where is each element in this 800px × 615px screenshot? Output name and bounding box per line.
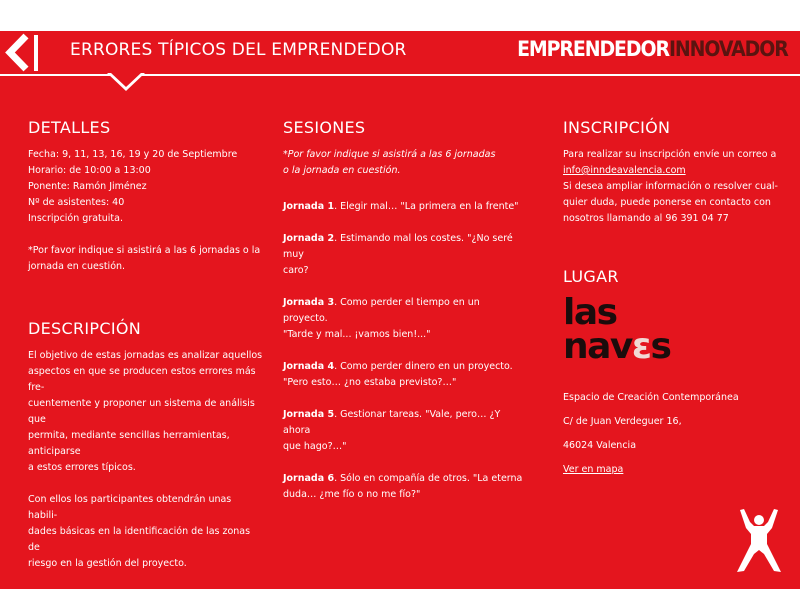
- email-link[interactable]: info@inndeavalencia.com: [563, 165, 686, 176]
- brand-text-part1: EMPRENDEDOR: [517, 37, 670, 61]
- section-title-inscripcion: INSCRIPCIÓN: [563, 118, 671, 137]
- details-line: Nº de asistentes: 40: [28, 197, 125, 208]
- section-title-lugar: LUGAR: [563, 267, 619, 286]
- logo-text: ɛ: [631, 326, 651, 367]
- registration-line: Para realizar su inscripción envíe un correo a: [563, 149, 777, 160]
- description-line: cuentemente y proponer un sistema de análisis que: [28, 398, 255, 425]
- session-item: [283, 231, 523, 279]
- header-notch-inner: [110, 72, 142, 87]
- details-line: Ponente: Ramón Jiménez: [28, 181, 147, 192]
- registration-line: nosotros llamando al 96 391 04 77: [563, 213, 729, 224]
- description-line: permita, mediante sencillas herramientas, anticiparse: [28, 430, 230, 457]
- brand-text-part2: INNOVADOR: [669, 37, 788, 61]
- session-item: [283, 359, 523, 391]
- session-text: "Tarde y mal... ¡vamos bien!...": [283, 329, 431, 340]
- sessions-note: [283, 147, 523, 179]
- jumping-person-icon: [736, 508, 782, 578]
- description-line: Con ellos los participantes obtendrán unas habili-: [28, 494, 232, 521]
- session-label: Jornada 4: [283, 361, 335, 372]
- logo-line-1: las: [563, 292, 617, 333]
- logo-text: nav: [563, 326, 632, 367]
- session-text: . Como perder el tiempo en un proyecto.: [283, 297, 480, 324]
- details-line: Fecha: 9, 11, 13, 16, 19 y 20 de Septiembre: [28, 149, 238, 160]
- column-registration: [563, 118, 778, 482]
- session-text: . Estimando mal los costes. "¿No seré muy: [283, 233, 513, 260]
- session-label: Jornada 2: [283, 233, 335, 244]
- back-button[interactable]: [0, 31, 46, 74]
- session-label: Jornada 5: [283, 409, 335, 420]
- page-title: ERRORES TÍPICOS DEL EMPRENDEDOR: [70, 40, 407, 60]
- registration-line: quier duda, puede ponerse en contacto con: [563, 197, 771, 208]
- address-line: Espacio de Creación Contemporánea: [563, 392, 739, 403]
- logo-text: s: [650, 326, 671, 367]
- details-note: *Por favor indique si asistirá a las 6 jornadas o la: [28, 245, 261, 256]
- description-line: El objetivo de estas jornadas es analizar aquellos: [28, 350, 263, 361]
- session-text: que hago?…": [283, 441, 347, 452]
- session-text: duda… ¿me fío o no me fío?": [283, 489, 421, 500]
- brand-logo[interactable]: [517, 37, 788, 61]
- session-text: caro?: [283, 265, 309, 276]
- sessions-note-line: *Por favor indique si asistirá a las 6 jornadas: [283, 149, 496, 160]
- map-link[interactable]: Ver en mapa: [563, 464, 624, 475]
- logo-line-2: [563, 326, 778, 367]
- session-text: "Pero esto… ¿no estaba previsto?…": [283, 377, 457, 388]
- session-text: . Como perder dinero en un proyecto.: [334, 361, 513, 372]
- address-line: C/ de Juan Verdeguer 16,: [563, 416, 682, 427]
- session-text: . Sólo en compañía de otros. "La eterna: [334, 473, 523, 484]
- column-sessions: [283, 118, 523, 519]
- description-line: riesgo en la gestión del proyecto.: [28, 558, 187, 569]
- session-item: [283, 295, 523, 343]
- registration-line: Si desea ampliar información o resolver cual-: [563, 181, 778, 192]
- description-line: dades básicas en la identificación de las zonas de: [28, 526, 251, 553]
- details-line: Inscripción gratuita.: [28, 213, 123, 224]
- section-title-detalles: DETALLES: [28, 118, 111, 137]
- column-details: [28, 118, 263, 572]
- sessions-note-line: o la jornada en cuestión.: [283, 165, 401, 176]
- section-title-sesiones: SESIONES: [283, 118, 366, 137]
- details-line: Horario: de 10:00 a 13:00: [28, 165, 151, 176]
- description-line: a estos errores típicos.: [28, 462, 136, 473]
- session-item: [283, 407, 523, 455]
- session-item: [283, 199, 523, 215]
- session-item: [283, 471, 523, 503]
- section-title-descripcion: DESCRIPCIÓN: [28, 319, 141, 338]
- session-label: Jornada 3: [283, 297, 335, 308]
- details-note: jornada en cuestión.: [28, 261, 126, 272]
- session-text: . Elegir mal… "La primera en la frente": [334, 201, 519, 212]
- chevron-left-icon: [0, 31, 46, 74]
- address-line: 46024 Valencia: [563, 440, 637, 451]
- description-line: aspectos en que se producen estos errores más fre-: [28, 366, 256, 393]
- session-label: Jornada 6: [283, 473, 335, 484]
- las-naves-logo: [563, 292, 778, 367]
- session-label: Jornada 1: [283, 201, 335, 212]
- session-text: . Gestionar tareas. "Vale, pero… ¿Y ahora: [283, 409, 501, 436]
